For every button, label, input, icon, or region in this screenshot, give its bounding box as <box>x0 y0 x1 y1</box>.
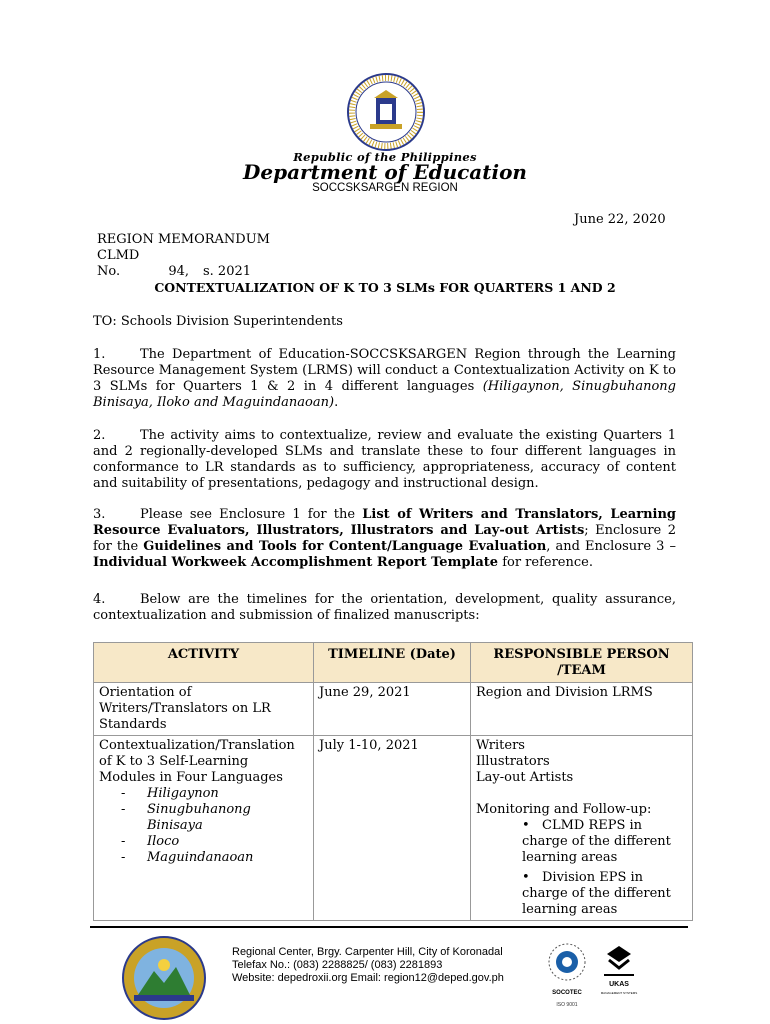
paragraph-text: The Department of Education-SOCCSKSARGEN Region through the Learning Resource Management System (LRMS) will conduct a Contextualization Activity on K to 3 SLMs for Quarters 1 & 2 in 4 different languages <box>93 347 676 394</box>
monitor-text: CLMD REPS in charge of the different learning areas <box>522 818 671 865</box>
team-member: Illustrators <box>476 754 550 769</box>
memo-date: June 22, 2020 <box>574 212 666 227</box>
team-member: Lay-out Artists <box>476 770 574 785</box>
ukas-sub-label: MANAGEMENT SYSTEMS <box>600 991 638 995</box>
monitor-list <box>476 818 687 918</box>
bullet-icon: • <box>522 870 530 885</box>
paragraph-text: ; Enclosure 2 for the <box>93 523 676 554</box>
memo-title: REGION MEMORANDUM <box>97 232 270 247</box>
deped-seal-logo <box>346 72 426 152</box>
paragraph-text: for reference. <box>498 555 593 570</box>
monitor-text: Division EPS in charge of the different learning areas <box>522 870 671 917</box>
footer-contact <box>232 946 504 985</box>
paragraph-end: . <box>334 395 339 410</box>
responsible-cell <box>471 736 693 921</box>
paragraph-4 <box>93 592 676 624</box>
activity-cell: Orientation of Writers/Translators on LR Standards <box>94 683 314 736</box>
paragraph-text: The activity aims to contextualize, review and evaluate the existing Quarters 1 and 2 regionally-developed SLMs and translate these to four different languages in conformance to LR standards as to sufficiency, appropriateness, accuracy of content and suitability of presentations, pedagogy and instructional design. <box>93 428 676 491</box>
list-item <box>522 818 687 866</box>
memo-number-label: CLMD No. <box>97 248 140 279</box>
header-activity: ACTIVITY <box>94 643 314 683</box>
republic-line: Republic of the Philippines <box>293 150 477 164</box>
footer-address: Regional Center, Brgy. Carpenter Hill, City of Koronadal <box>232 946 503 958</box>
monitoring-label: Monitoring and Follow-up: <box>476 802 652 817</box>
list-item: - Maguindanaoan <box>121 850 308 866</box>
paragraph-2 <box>93 428 676 492</box>
responsible-cell: Region and Division LRMS <box>471 683 693 736</box>
header-responsible: RESPONSIBLE PERSON /TEAM <box>471 643 693 683</box>
department-title: Department of Education <box>243 160 527 184</box>
paragraph-number: 1. <box>93 347 106 362</box>
memo-number-value: 94, <box>168 264 189 279</box>
list-item <box>522 870 687 918</box>
table-row <box>94 683 693 736</box>
paragraph-text: Please see Enclosure 1 for the <box>140 507 363 522</box>
socotec-label: SOCOTEC <box>552 990 582 996</box>
team-member: Writers <box>476 738 525 753</box>
list-item: - Hiligaynon <box>121 786 308 802</box>
list-item: - Sinugbuhanong Binisaya <box>121 802 308 834</box>
paragraph-1 <box>93 347 676 411</box>
paragraph-number: 2. <box>93 428 106 443</box>
table-row <box>94 736 693 921</box>
footer-divider <box>90 926 688 928</box>
activity-cell <box>94 736 314 921</box>
bullet-icon: • <box>522 818 530 833</box>
region-line: SOCCSKSARGEN REGION <box>312 182 458 194</box>
timeline-cell: June 29, 2021 <box>314 683 471 736</box>
iso-label: ISO 9001 <box>556 1002 578 1008</box>
paragraph-text: Below are the timelines for the orientation, development, quality assurance, contextualization and submission of finalized manuscripts: <box>93 592 676 623</box>
socotec-certification-icon <box>542 940 592 1014</box>
paragraph-number: 3. <box>93 507 106 522</box>
enclosure-3-title: Individual Workweek Accomplishment Report Template <box>93 555 499 570</box>
paragraph-text: , and Enclosure 3 – <box>546 539 676 554</box>
paragraph-number: 4. <box>93 592 106 607</box>
memo-series: s. 2021 <box>203 264 252 279</box>
footer-web: Website: depedroxii.org Email: region12@deped.gov.ph <box>232 972 504 984</box>
memo-subject: CONTEXTUALIZATION OF K TO 3 SLMs FOR QUARTERS 1 AND 2 <box>154 280 616 295</box>
ukas-certification-icon <box>596 940 642 1014</box>
paragraph-3 <box>93 507 676 571</box>
activity-text: Contextualization/Translation of K to 3 Self-Learning Modules in Four Languages <box>99 738 295 785</box>
memo-number <box>97 248 251 280</box>
table-header-row <box>94 643 693 683</box>
region-seal-logo <box>120 935 208 1021</box>
footer-telefax: Telefax No.: (083) 2288825/ (083) 2281893 <box>232 959 443 971</box>
timeline-cell: July 1-10, 2021 <box>314 736 471 921</box>
ukas-label: UKAS <box>609 981 629 988</box>
enclosure-1-title: List of Writers and Translators, Learning Resource Evaluators, Illustrators, Illustrators and Lay-out Artists <box>93 507 676 538</box>
paragraph-italic: (Hiligaynon, Sinugbuhanong Binisaya, Iloko and Maguindanaoan) <box>93 379 677 410</box>
memo-to: TO: Schools Division Superintendents <box>93 314 343 329</box>
timeline-table <box>93 642 693 921</box>
header-timeline: TIMELINE (Date) <box>314 643 471 683</box>
language-list <box>99 786 308 866</box>
list-item: - Iloco <box>121 834 308 850</box>
enclosure-2-title: Guidelines and Tools for Content/Language Evaluation <box>143 539 547 554</box>
